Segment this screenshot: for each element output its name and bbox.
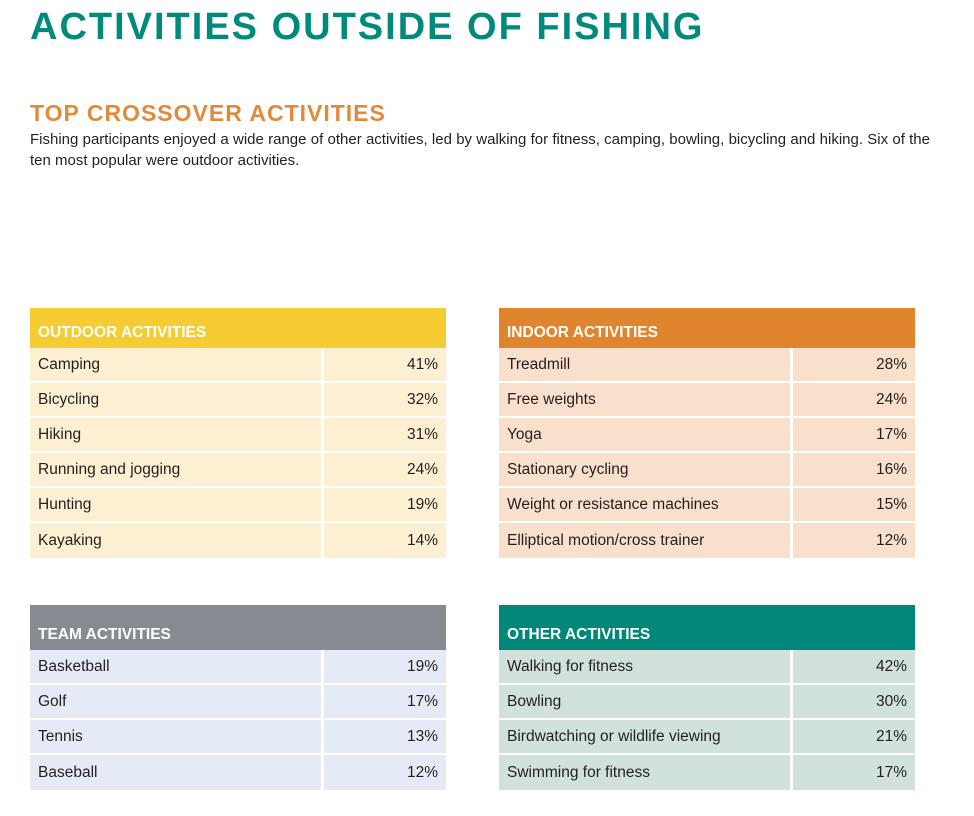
table-header: TEAM ACTIVITIES	[30, 605, 446, 650]
activity-name: Walking for fitness	[499, 650, 793, 683]
activity-percent: 28%	[875, 355, 907, 373]
activity-name: Weight or resistance machines	[499, 488, 793, 521]
activity-name: Kayaking	[30, 523, 324, 558]
indoor-activities-table	[499, 308, 915, 558]
activity-name: Birdwatching or wildlife viewing	[499, 720, 793, 753]
activity-percent: 12%	[875, 531, 907, 549]
activity-name: Baseball	[30, 755, 324, 790]
activity-name: Hunting	[30, 488, 324, 521]
table-row	[499, 523, 915, 558]
table-row	[30, 523, 446, 558]
table-row	[499, 650, 915, 685]
table-header: OUTDOOR ACTIVITIES	[30, 308, 446, 348]
table-row	[30, 755, 446, 790]
activity-percent: 19%	[406, 657, 438, 675]
activity-name: Free weights	[499, 383, 793, 416]
activity-percent: 16%	[875, 460, 907, 478]
activity-name: Bicycling	[30, 383, 324, 416]
activity-name: Basketball	[30, 650, 324, 683]
table-row	[499, 720, 915, 755]
table-row	[499, 755, 915, 790]
table-row	[30, 348, 446, 383]
activity-percent: 14%	[406, 531, 438, 549]
activity-name: Bowling	[499, 685, 793, 718]
activity-percent: 24%	[875, 390, 907, 408]
table-header: OTHER ACTIVITIES	[499, 605, 915, 650]
other-activities-table	[499, 605, 915, 790]
table-row	[30, 650, 446, 685]
table-row	[499, 453, 915, 488]
activity-name: Stationary cycling	[499, 453, 793, 486]
activity-percent: 24%	[406, 460, 438, 478]
activity-percent: 32%	[406, 390, 438, 408]
activity-percent: 19%	[406, 495, 438, 513]
table-row	[30, 418, 446, 453]
activity-percent: 12%	[406, 763, 438, 781]
activity-percent: 17%	[875, 425, 907, 443]
activity-name: Treadmill	[499, 348, 793, 381]
activity-name: Swimming for fitness	[499, 755, 793, 790]
activity-percent: 30%	[875, 692, 907, 710]
table-row	[30, 685, 446, 720]
table-header: INDOOR ACTIVITIES	[499, 308, 915, 348]
activity-percent: 42%	[875, 657, 907, 675]
activity-percent: 21%	[875, 727, 907, 745]
intro-paragraph: Fishing participants enjoyed a wide range of other activities, led by walking for fitness, camping, bowling, bicycling and hiking. Six of the ten most popular were outdoor activities.	[30, 131, 930, 169]
section-heading: TOP CROSSOVER ACTIVITIES	[30, 100, 386, 126]
activity-percent: 13%	[406, 727, 438, 745]
table-row	[499, 418, 915, 453]
table-row	[30, 383, 446, 418]
page-title: ACTIVITIES OUTSIDE OF FISHING	[30, 6, 705, 48]
activity-name: Camping	[30, 348, 324, 381]
activity-percent: 17%	[406, 692, 438, 710]
activity-name: Elliptical motion/cross trainer	[499, 523, 793, 558]
table-row	[499, 685, 915, 720]
table-row	[30, 453, 446, 488]
team-activities-table	[30, 605, 446, 790]
activity-name: Running and jogging	[30, 453, 324, 486]
activity-name: Yoga	[499, 418, 793, 451]
activity-name: Tennis	[30, 720, 324, 753]
table-row	[499, 383, 915, 418]
activity-percent: 41%	[406, 355, 438, 373]
table-row	[499, 348, 915, 383]
activity-percent: 31%	[406, 425, 438, 443]
table-row	[499, 488, 915, 523]
activity-name: Hiking	[30, 418, 324, 451]
activity-percent: 17%	[875, 763, 907, 781]
table-row	[30, 720, 446, 755]
activity-name: Golf	[30, 685, 324, 718]
table-row	[30, 488, 446, 523]
outdoor-activities-table	[30, 308, 446, 558]
activity-percent: 15%	[875, 495, 907, 513]
